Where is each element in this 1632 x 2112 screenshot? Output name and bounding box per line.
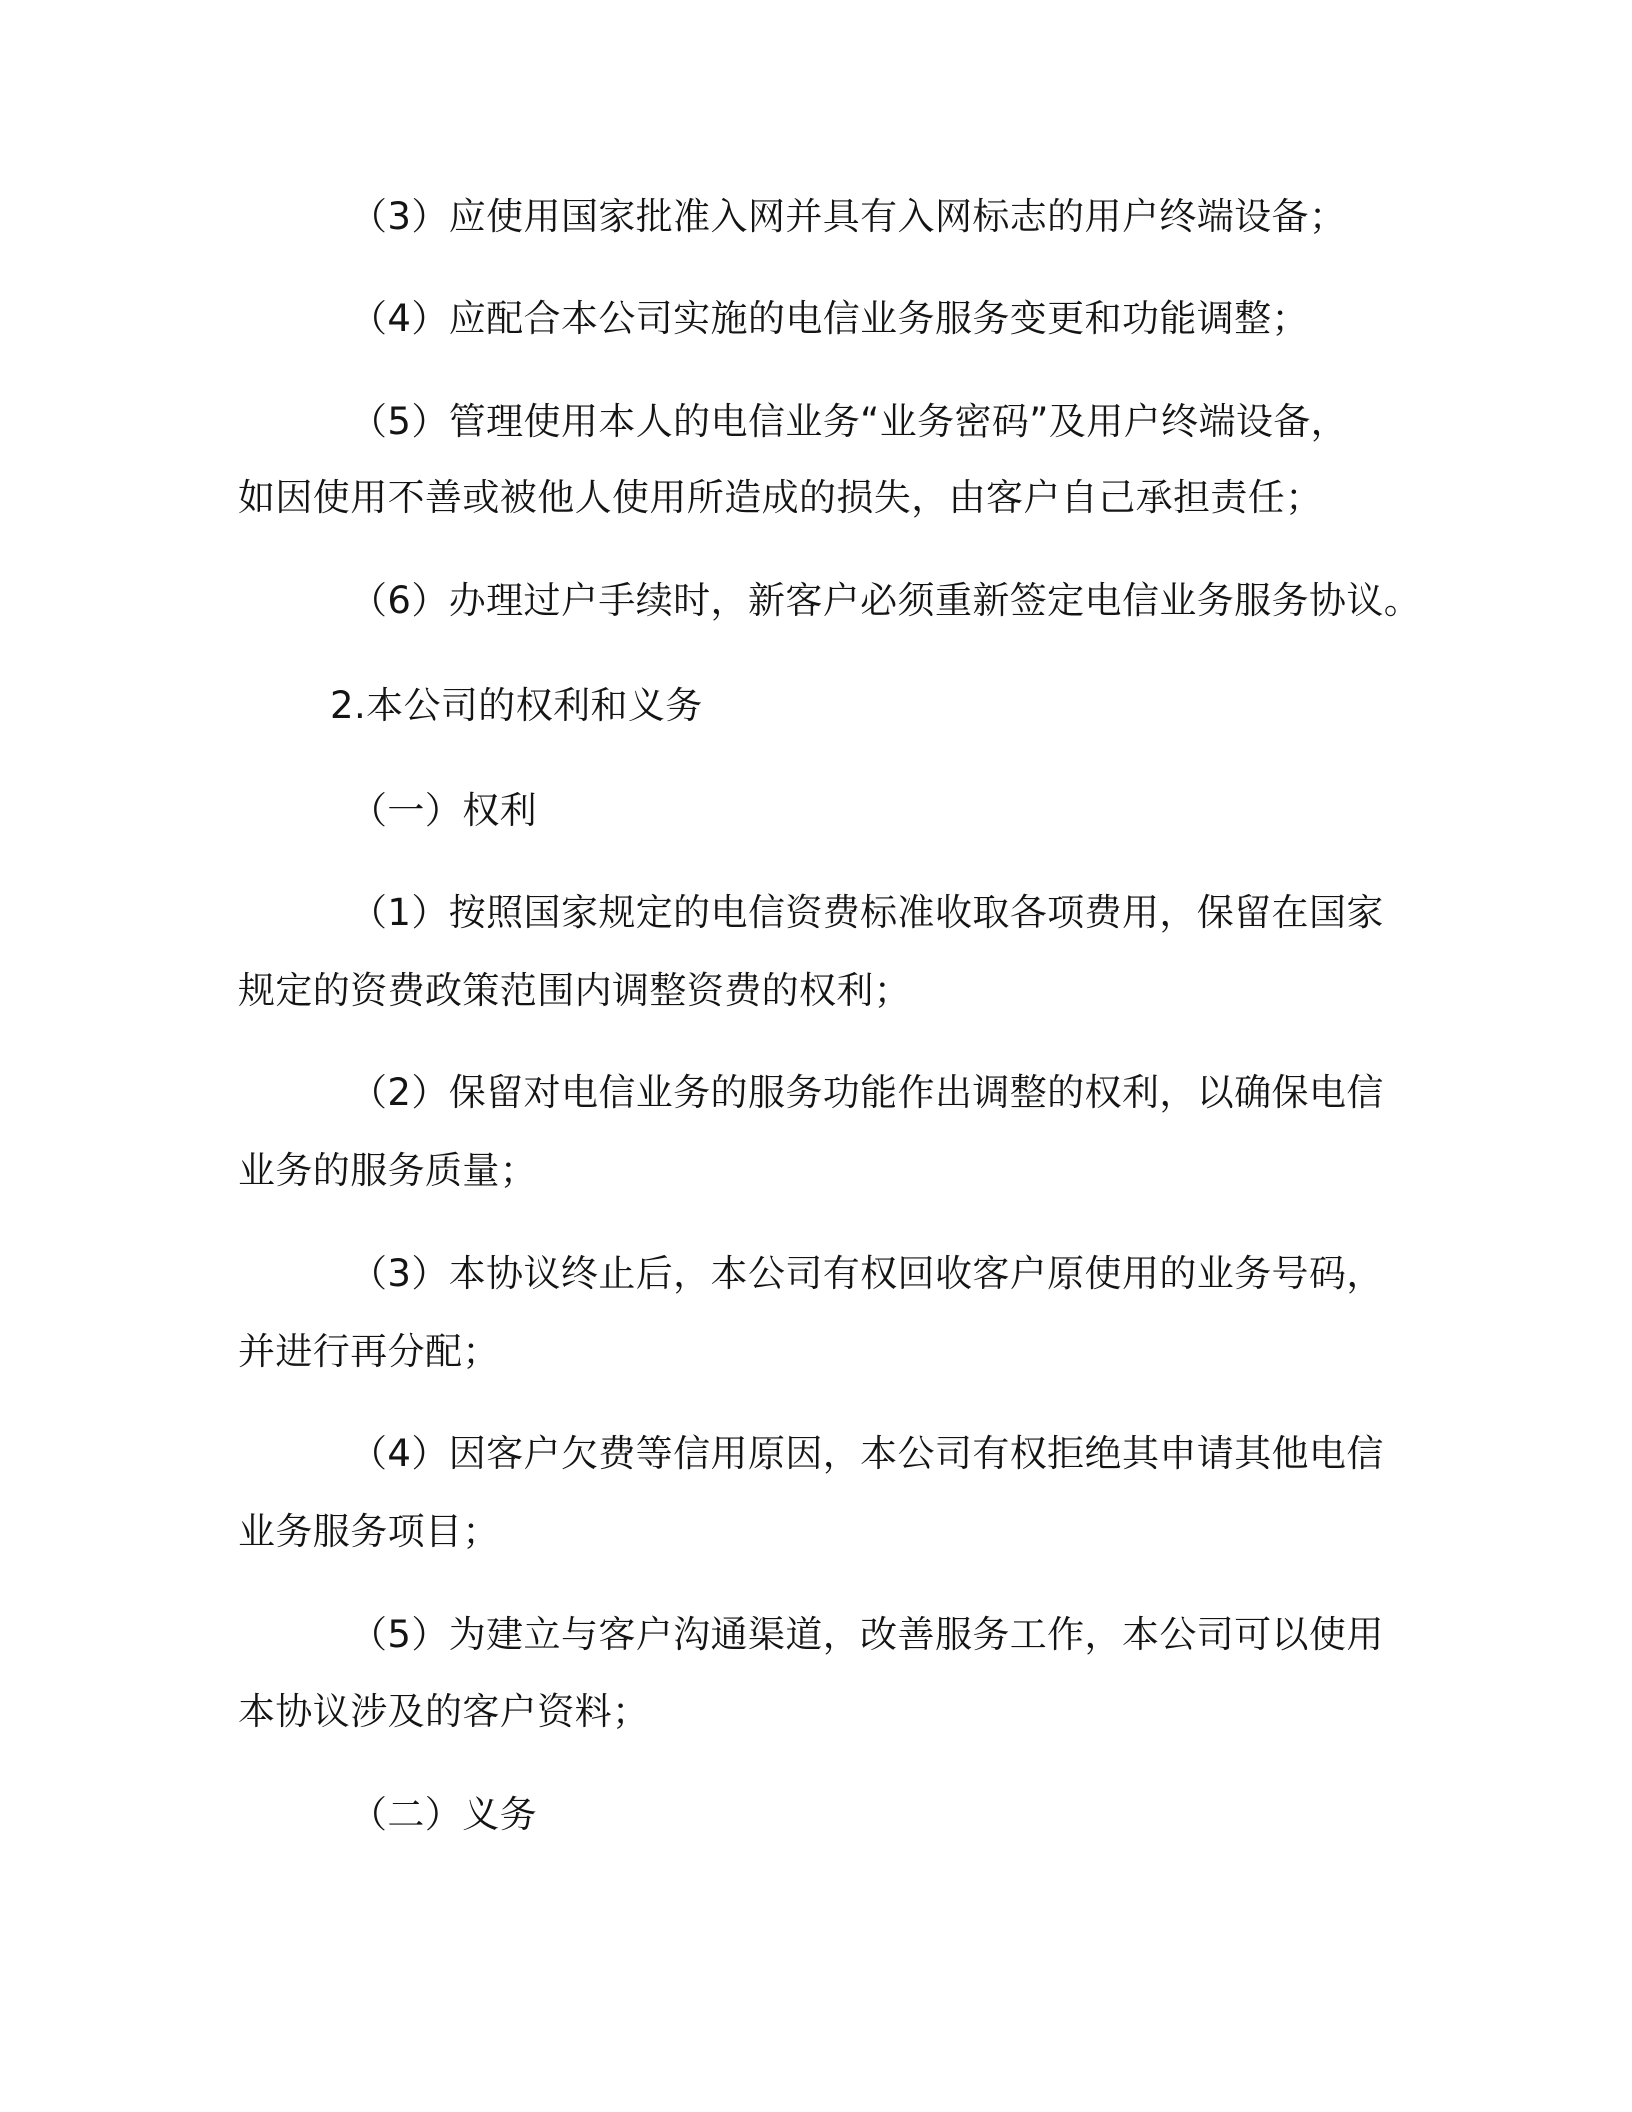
rights-item-1-line2: 规定的资费政策范围内调整资费的权利； xyxy=(238,969,912,1012)
paragraph-user-item-6: （6）办理过户手续时，新客户必须重新签定电信业务服务协议。 xyxy=(350,579,1422,622)
paragraph-user-item-5-line1: （5）管理使用本人的电信业务“业务密码”及用户终端设备， xyxy=(350,400,1349,443)
rights-item-4-line2: 业务服务项目； xyxy=(238,1510,500,1553)
paragraph-user-item-5-line2: 如因使用不善或被他人使用所造成的损失，由客户自己承担责任； xyxy=(238,476,1323,519)
rights-item-4-line1: （4）因客户欠费等信用原因，本公司有权拒绝其申请其他电信 xyxy=(350,1432,1384,1475)
rights-item-5-line2: 本协议涉及的客户资料； xyxy=(238,1690,650,1733)
rights-heading: （一）权利 xyxy=(350,789,537,832)
paragraph-user-item-4: （4）应配合本公司实施的电信业务服务变更和功能调整； xyxy=(350,297,1309,340)
paragraph-user-item-3: （3）应使用国家批准入网并具有入网标志的用户终端设备； xyxy=(350,195,1347,238)
section-2-title: 2.本公司的权利和义务 xyxy=(330,684,703,727)
rights-item-3-line1: （3）本协议终止后，本公司有权回收客户原使用的业务号码， xyxy=(350,1252,1384,1295)
rights-item-1-line1: （1）按照国家规定的电信资费标准收取各项费用，保留在国家 xyxy=(350,891,1384,934)
rights-item-3-line2: 并进行再分配； xyxy=(238,1330,500,1373)
obligations-heading: （二）义务 xyxy=(350,1793,537,1836)
rights-item-2-line1: （2）保留对电信业务的服务功能作出调整的权利，以确保电信 xyxy=(350,1071,1384,1114)
rights-item-2-line2: 业务的服务质量； xyxy=(238,1149,538,1192)
rights-item-5-line1: （5）为建立与客户沟通渠道，改善服务工作，本公司可以使用 xyxy=(350,1613,1384,1656)
